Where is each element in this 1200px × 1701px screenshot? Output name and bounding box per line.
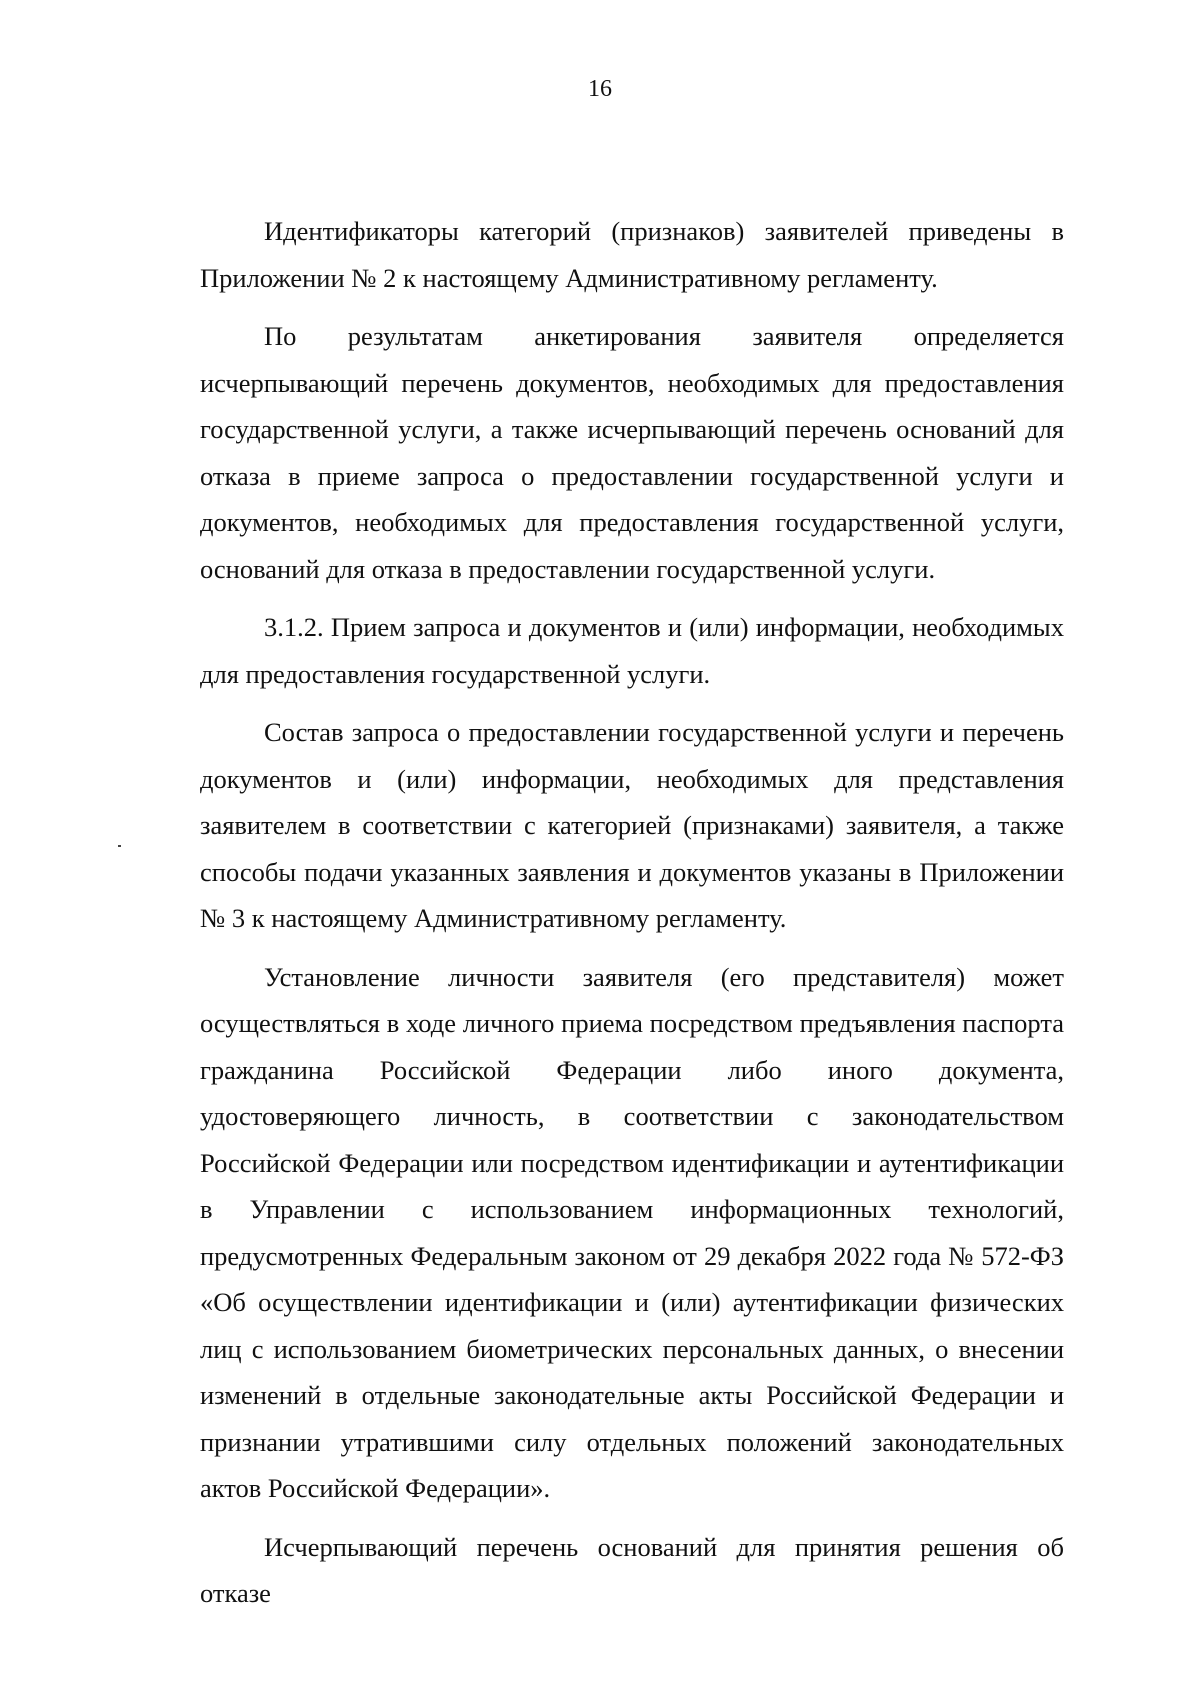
document-body [200, 208, 1064, 1629]
paragraph-identity-verification: Установление личности заявителя (его представителя) может осуществляться в ходе личного приема посредством предъявления паспорта гражданина Российской Федерации либо иного документа, удостоверяющего личность, в соответствии с законодательством Российской Федерации или посредством идентификации и аутентификации в Управлении с использованием информационных технологий, предусмотренных Федеральным законом от 29 декабря 2022 года № 572-ФЗ «Об осуществлении идентификации и (или) аутентификации физических лиц с использованием биометрических персональных данных, о внесении изменений в отдельные законодательные акты Российской Федерации и признании утратившими силу отдельных положений законодательных актов Российской Федерации». [200, 961, 1064, 1503]
paragraph-refusal-grounds: Исчерпывающий перечень оснований для принятия решения об отказе [200, 1531, 1064, 1608]
paragraph-survey-results: По результатам анкетирования заявителя определяется исчерпывающий перечень документов, необходимых для предоставления государственной услуги, а также исчерпывающий перечень оснований для отказа в приеме запроса о предоставлении государственной услуги и документов, необходимых для предоставления государственной услуги, оснований для отказа в предоставлении государственной услуги. [200, 321, 1064, 584]
scan-mark [118, 845, 121, 847]
page-number: 16 [588, 76, 612, 102]
paragraph-section-3-1-2: 3.1.2. Прием запроса и документов и (или) информации, необходимых для предоставления государственной услуги. [200, 612, 1064, 689]
paragraph-applicant-categories: Идентификаторы категорий (признаков) заявителей приведены в Приложении № 2 к настоящему Административному регламенту. [200, 216, 1064, 293]
paragraph-request-composition: Состав запроса о предоставлении государственной услуги и перечень документов и (или) информации, необходимых для представления заявителем в соответствии с категорией (признаками) заявителя, а также способы подачи указанных заявления и документов указаны в Приложении № 3 к настоящему Административному регламенту. [200, 717, 1064, 933]
